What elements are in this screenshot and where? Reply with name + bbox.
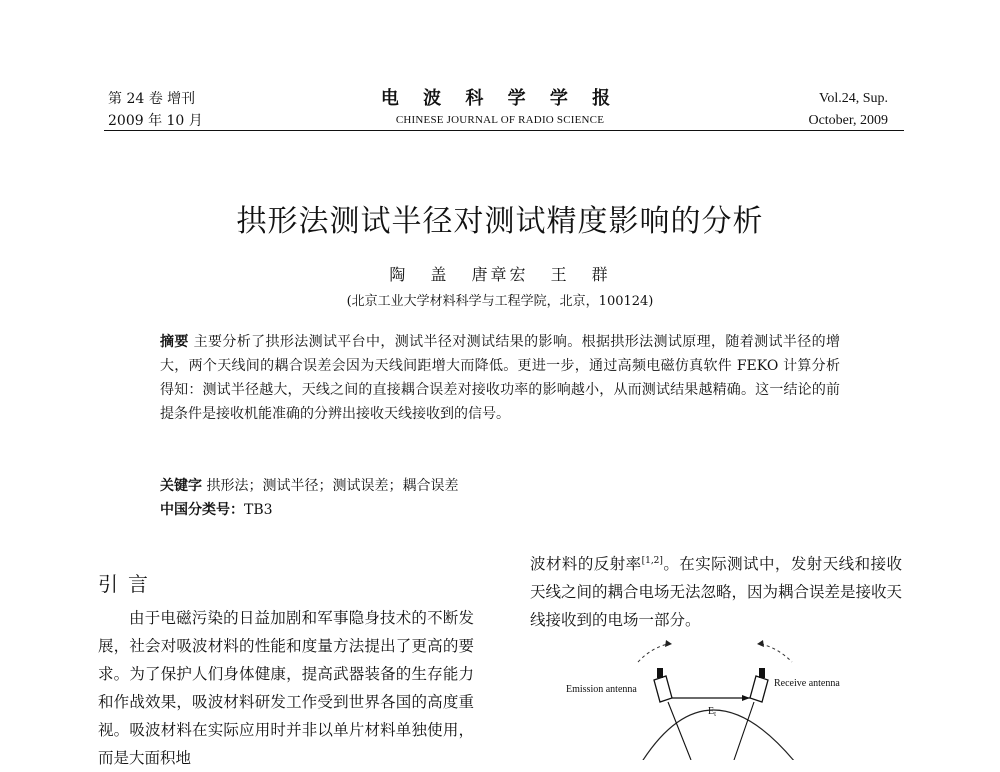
citation-ref: [1,2] (641, 555, 663, 566)
journal-name-en: CHINESE JOURNAL OF RADIO SCIENCE (395, 114, 605, 126)
arch-curve (626, 710, 816, 760)
keywords-label: 关键字 (160, 478, 202, 494)
incident-ray (668, 702, 691, 760)
journal-issue-info-en (808, 88, 888, 132)
classification-label: 中国分类号： (160, 502, 244, 518)
right-text-b: 。在实际测试中，发射天线和接收天线之间的耦合电场无法忽略，因为耦合误差是接收天线接收到的电场一部分。 (530, 555, 903, 629)
header-rule (104, 130, 904, 131)
arch-test-figure (556, 640, 896, 760)
left-motion-arc (638, 644, 668, 662)
classification-value: TB3 (244, 502, 273, 518)
journal-name-cn: 电 波 科 学 学 报 (380, 88, 620, 109)
section-title-intro: 引言 (98, 572, 158, 596)
emission-antenna-label: Emission antenna (566, 684, 637, 695)
journal-volume: 第 24 卷 增刊 (108, 91, 196, 107)
field-symbol: E (708, 706, 715, 717)
reflected-ray (734, 702, 754, 760)
classification (160, 498, 273, 522)
intro-paragraph-left: 由于电磁污染的日益加剧和军事隐身技术的不断发展，社会对吸波材料的性能和度量方法提出了更高的要求。为了保护人们身体健康，提高武器装备的生存能力和作战效果，吸波材料研发工作受到世界各国的高度重视。吸波材料在实际应用时并非以单片材料单独使用，而是大面积地 (98, 609, 474, 767)
receive-antenna-label: Receive antenna (774, 678, 840, 689)
coupling-arrow (742, 695, 750, 701)
abstract-text: 主要分析了拱形法测试平台中，测试半径对测试结果的影响。根据拱形法测试原理，随着测试半径的增大，两个天线间的耦合误差会因为天线间距增大而降低。更进一步，通过高频电磁仿真软件 FEKO 计算分析得知：测试半径越大，天线之间的直接耦合误差对接收功率的影响越小，从而测试结果越精确。这一结论的前提条件是接收机能准确的分辨出接收天线接收到的信号。 (160, 334, 841, 422)
abstract-label: 摘要 (160, 334, 189, 350)
field-subscript: t (714, 710, 717, 718)
keywords-text: 拱形法；测试半径；测试误差；耦合误差 (206, 478, 459, 494)
emission-antenna-icon (654, 668, 672, 702)
journal-volume-en: Vol.24, Sup. (819, 91, 888, 106)
right-motion-arc (761, 644, 792, 662)
journal-date-cn: 2009 年 10 月 (108, 113, 203, 129)
journal-date-en: October, 2009 (808, 113, 888, 128)
paper-title: 拱形法测试半径对测试精度影响的分析 (236, 204, 764, 239)
receive-antenna-icon (750, 668, 768, 702)
arrow-left-top (665, 640, 672, 647)
paper-affiliation: (北京工业大学材料科学与工程学院，北京，100124) (346, 294, 654, 309)
paper-authors: 陶 盖 唐章宏 王 群 (389, 265, 611, 284)
intro-paragraph-right (530, 550, 902, 634)
arrow-right-top (757, 640, 764, 647)
right-text-a: 波材料的反射率 (530, 555, 642, 573)
abstract (160, 330, 840, 426)
keywords (160, 474, 458, 498)
field-label (708, 706, 716, 718)
